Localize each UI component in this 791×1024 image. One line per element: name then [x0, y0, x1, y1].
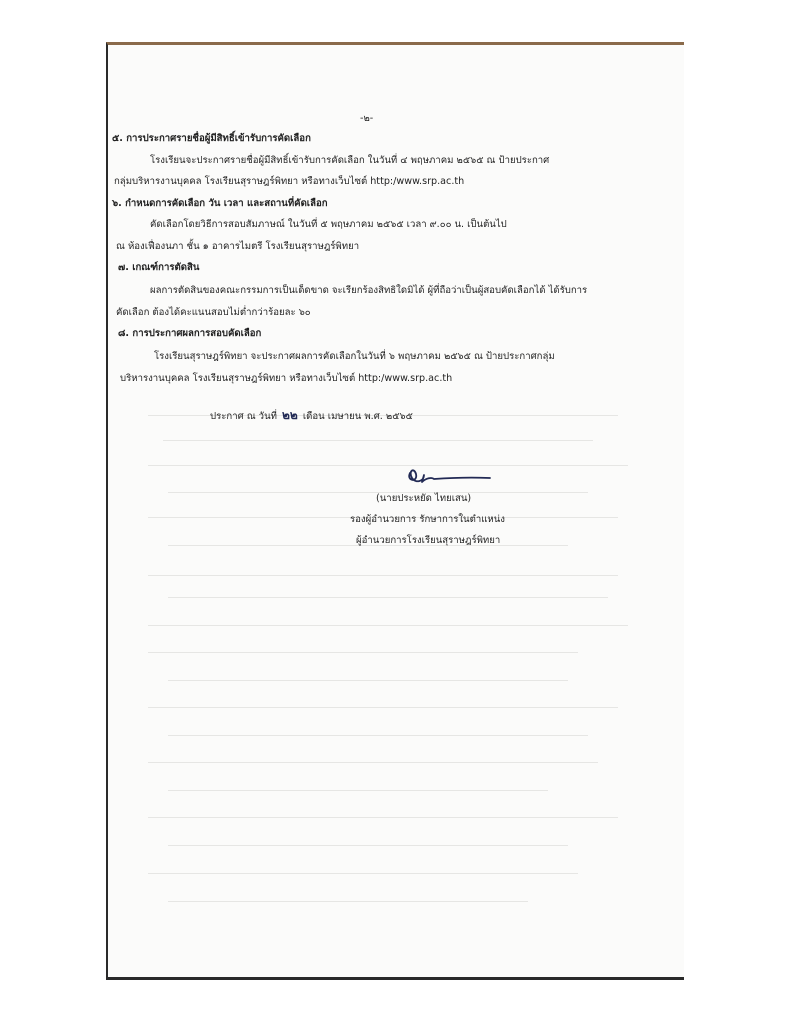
section-6-heading: ๖. กำหนดการคัดเลือก วัน เวลา และสถานที่คัดเลือก — [112, 198, 328, 209]
section-8-line-2: บริหารงานบุคคล โรงเรียนสุราษฎร์พิทยา หรือทางเว็บไซต์ http:/www.srp.ac.th — [120, 373, 453, 384]
announcement-date-day: ๒๒ — [282, 408, 298, 422]
section-5-line-2: กลุ่มบริหารงานบุคคล โรงเรียนสุราษฎร์พิทยา หรือทางเว็บไซต์ http:/www.srp.ac.th — [114, 176, 465, 187]
signatory-position-line-2: ผู้อำนวยการโรงเรียนสุราษฎร์พิทยา — [356, 535, 501, 546]
signatory-position-line-1: รองผู้อำนวยการ รักษาการในตำแหน่ง — [350, 514, 505, 525]
page-number: -๒- — [360, 113, 374, 124]
announcement-date — [210, 409, 413, 423]
section-7-line-2: คัดเลือก ต้องได้คะแนนสอบไม่ต่ำกว่าร้อยละ ๖๐ — [116, 307, 311, 318]
signatory-name: (นายประหยัด ไทยเสน) — [376, 493, 472, 504]
handwritten-signature — [404, 463, 494, 491]
section-6-line-2: ณ ห้องเฟื่องนภา ชั้น ๑ อาคารไมตรี โรงเรียนสุราษฎร์พิทยา — [116, 241, 360, 252]
section-6-line-1: คัดเลือกโดยวิธีการสอบสัมภาษณ์ ในวันที่ ๕ พฤษภาคม ๒๕๖๕ เวลา ๙.๐๐ น. เป็นต้นไป — [150, 219, 507, 230]
section-7-heading: ๗. เกณฑ์การตัดสิน — [118, 262, 200, 273]
section-5-heading: ๕. การประกาศรายชื่อผู้มีสิทธิ์เข้ารับการคัดเลือก — [112, 133, 311, 144]
section-7-line-1: ผลการตัดสินของคณะกรรมการเป็นเด็ดขาด จะเรียกร้องสิทธิใดมิได้ ผู้ที่ถือว่าเป็นผู้สอบคัดเลือกได้ ได้รับการ — [150, 285, 588, 296]
section-8-line-1: โรงเรียนสุราษฎร์พิทยา จะประกาศผลการคัดเลือกในวันที่ ๖ พฤษภาคม ๒๕๖๕ ณ ป้ายประกาศกลุ่ม — [154, 351, 555, 362]
scanned-document-page — [106, 42, 684, 980]
section-5-line-1: โรงเรียนจะประกาศรายชื่อผู้มีสิทธิ์เข้ารับการคัดเลือก ในวันที่ ๔ พฤษภาคม ๒๕๖๕ ณ ป้ายประกาศ — [150, 155, 550, 166]
announcement-date-prefix: ประกาศ ณ วันที่ — [210, 411, 277, 422]
section-8-heading: ๘. การประกาศผลการสอบคัดเลือก — [118, 328, 262, 339]
announcement-date-suffix: เดือน เมษายน พ.ศ. ๒๕๖๕ — [302, 411, 413, 422]
